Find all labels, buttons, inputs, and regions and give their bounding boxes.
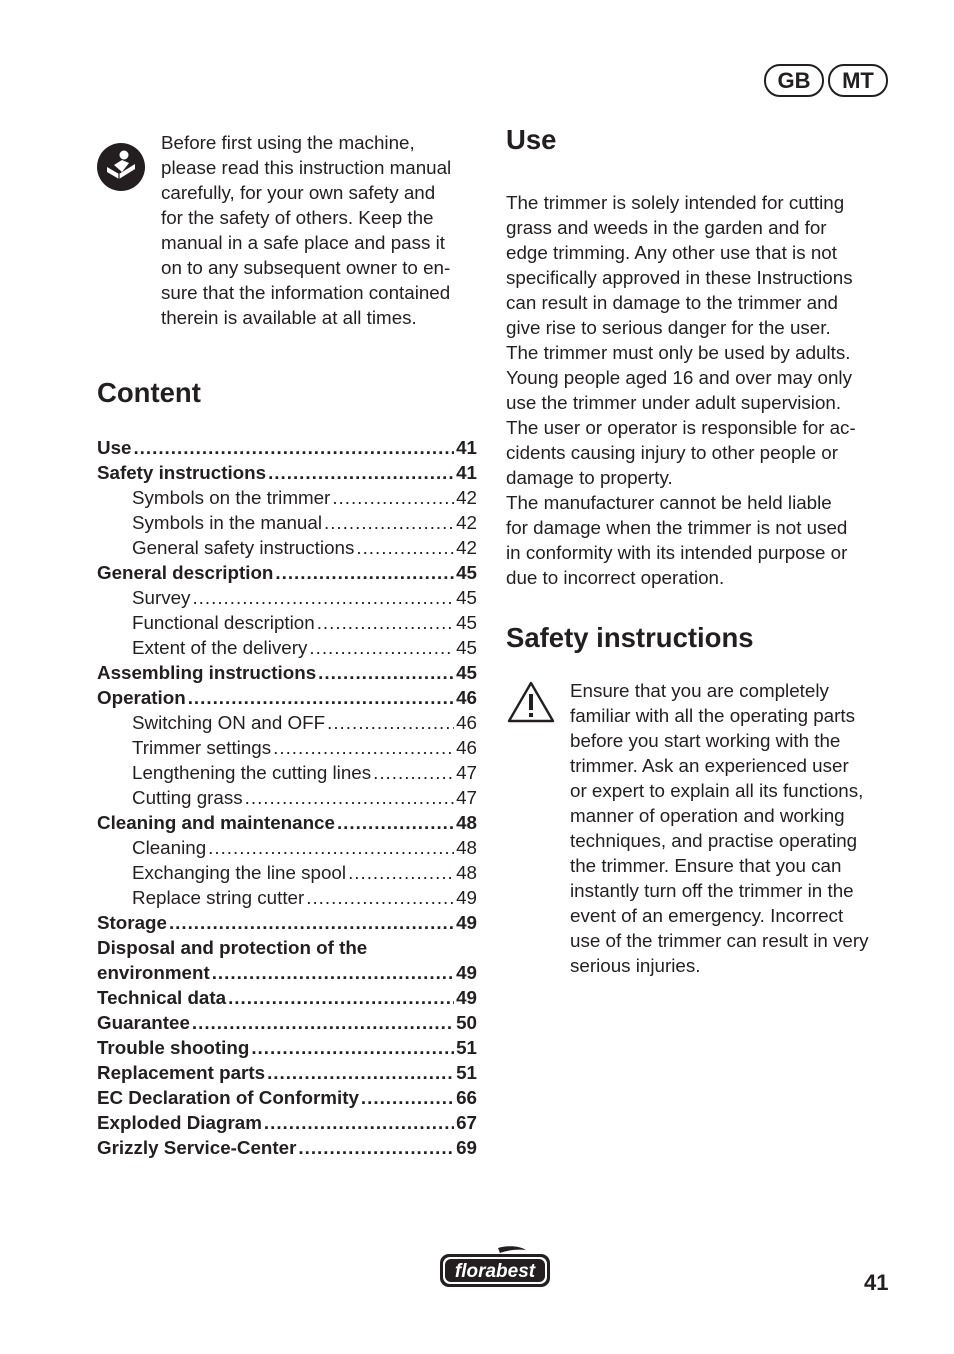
toc-entry xyxy=(97,985,477,1010)
text-line: for the safety of others. Keep the xyxy=(161,207,434,228)
text-line: techniques, and practise operating xyxy=(570,830,858,851)
text-line: or expert to explain all its functions, xyxy=(570,780,864,801)
toc-entry-label: Symbols on the trimmer xyxy=(132,487,331,508)
text-line: damage to property. xyxy=(506,467,673,488)
toc-entry xyxy=(97,735,477,760)
toc-leader-dots xyxy=(356,535,454,560)
toc-entry-label: Use xyxy=(97,437,132,458)
safety-instructions-heading: Safety instructions xyxy=(506,622,754,653)
toc-entry-page: 45 xyxy=(456,637,477,658)
toc-entry-page: 48 xyxy=(456,837,477,858)
toc-entry-label: Lengthening the cutting lines xyxy=(132,762,372,783)
florabest-logo xyxy=(438,1244,552,1290)
use-text xyxy=(506,190,891,590)
toc-entry xyxy=(97,1035,477,1060)
toc-entry-label: Technical data xyxy=(97,987,227,1008)
text-line: for damage when the trimmer is not used xyxy=(506,517,848,538)
toc-entry-label: Exchanging the line spool xyxy=(132,862,347,883)
toc-entry-label: General safety instructions xyxy=(132,537,355,558)
toc-leader-dots xyxy=(369,935,475,960)
text-line: The manufacturer cannot be held liable xyxy=(506,492,832,513)
toc-entry-page: 46 xyxy=(456,737,477,758)
toc-leader-dots xyxy=(169,910,454,935)
use-heading: Use xyxy=(506,124,557,155)
toc-leader-dots xyxy=(192,585,454,610)
text-line: carefully, for your own safety and xyxy=(161,182,436,203)
text-line: manual in a safe place and pass it xyxy=(161,232,445,253)
text-line: Ensure that you are completely xyxy=(570,680,829,701)
toc-entry xyxy=(97,685,477,710)
toc-leader-dots xyxy=(327,710,454,735)
toc-leader-dots xyxy=(133,435,454,460)
toc-entry-label: Operation xyxy=(97,687,186,708)
toc-entry-page: 42 xyxy=(456,537,477,558)
toc-entry-label: Extent of the delivery xyxy=(132,637,308,658)
text-line: trimmer. Ask an experienced user xyxy=(570,755,849,776)
text-line: sure that the information contained xyxy=(161,282,451,303)
toc-entry-page: 45 xyxy=(456,562,477,583)
toc-leader-dots xyxy=(268,460,454,485)
toc-leader-dots xyxy=(275,560,454,585)
toc-entry xyxy=(97,1010,477,1035)
toc-entry xyxy=(97,435,477,460)
toc-entry-page: 49 xyxy=(456,962,477,983)
text-line: give rise to serious danger for the user. xyxy=(506,317,831,338)
text-line: cidents causing injury to other people or xyxy=(506,442,839,463)
text-line: The user or operator is responsible for ac- xyxy=(506,417,856,438)
toc-leader-dots xyxy=(212,960,454,985)
toc-entry xyxy=(97,1135,477,1160)
toc-leader-dots xyxy=(317,610,454,635)
toc-entry-page: 49 xyxy=(456,912,477,933)
toc-entry-page: 47 xyxy=(456,787,477,808)
toc-entry xyxy=(97,635,477,660)
toc-leader-dots xyxy=(306,885,454,910)
toc-entry-page: 42 xyxy=(456,512,477,533)
text-line: serious injuries. xyxy=(570,955,701,976)
toc-entry xyxy=(97,485,477,510)
toc-entry xyxy=(97,660,477,685)
toc-entry-page: 47 xyxy=(456,762,477,783)
toc-entry xyxy=(97,835,477,860)
toc-leader-dots xyxy=(273,735,454,760)
toc-entry-label: Cleaning xyxy=(132,837,207,858)
toc-entry-page: 42 xyxy=(456,487,477,508)
text-line: the trimmer. Ensure that you can xyxy=(570,855,842,876)
toc-entry xyxy=(97,710,477,735)
text-line: The trimmer must only be used by adults. xyxy=(506,342,851,363)
toc-leader-dots xyxy=(309,635,454,660)
text-line: Young people aged 16 and over may only xyxy=(506,367,852,388)
toc-entry xyxy=(97,510,477,535)
text-line: specifically approved in these Instructions xyxy=(506,267,853,288)
toc-entry-page: 45 xyxy=(456,662,477,683)
toc-entry xyxy=(97,760,477,785)
text-line: use the trimmer under adult supervision. xyxy=(506,392,842,413)
table-of-contents xyxy=(97,435,477,1160)
text-line: grass and weeds in the garden and for xyxy=(506,217,827,238)
text-line: instantly turn off the trimmer in the xyxy=(570,880,854,901)
toc-entry-label: Cutting grass xyxy=(132,787,243,808)
toc-leader-dots xyxy=(348,860,454,885)
toc-entry-label: Symbols in the manual xyxy=(132,512,322,533)
toc-leader-dots xyxy=(332,485,454,510)
toc-entry-page: 41 xyxy=(456,437,477,458)
toc-leader-dots xyxy=(318,660,454,685)
text-line: in conformity with its intended purpose or xyxy=(506,542,848,563)
text-line: manner of operation and working xyxy=(570,805,845,826)
toc-entry-page: 67 xyxy=(456,1112,477,1133)
text-line: please read this instruction manual xyxy=(161,157,452,178)
text-line: use of the trimmer can result in very xyxy=(570,930,869,951)
page-number: 41 xyxy=(864,1270,889,1295)
text-line: Before first using the machine, xyxy=(161,132,415,153)
toc-entry-label: Safety instructions xyxy=(97,462,267,483)
read-manual-icon xyxy=(97,143,145,191)
toc-leader-dots xyxy=(264,1110,454,1135)
toc-entry-page: 69 xyxy=(456,1137,477,1158)
toc-entry-page: 45 xyxy=(456,587,477,608)
toc-entry-label: Grizzly Service-Center xyxy=(97,1137,297,1158)
toc-leader-dots xyxy=(192,1010,454,1035)
language-badge-mt: MT xyxy=(828,64,888,97)
toc-entry-page: 50 xyxy=(456,1012,477,1033)
toc-entry-page: 49 xyxy=(456,887,477,908)
text-line: on to any subsequent owner to en- xyxy=(161,257,451,278)
toc-leader-dots xyxy=(228,985,454,1010)
right-column xyxy=(506,124,891,978)
text-line: due to incorrect operation. xyxy=(506,567,725,588)
read-manual-text xyxy=(161,130,477,330)
toc-entry-label: Guarantee xyxy=(97,1012,190,1033)
brand-logo-text: florabest xyxy=(454,1261,536,1282)
toc-entry-label: Disposal and protection of the xyxy=(97,937,368,958)
toc-entry-page: 41 xyxy=(456,462,477,483)
toc-entry xyxy=(97,1110,477,1135)
left-column xyxy=(97,130,477,1158)
toc-entry-label: General description xyxy=(97,562,274,583)
toc-leader-dots xyxy=(361,1085,454,1110)
toc-entry-label: Switching ON and OFF xyxy=(132,712,326,733)
toc-leader-dots xyxy=(267,1060,454,1085)
warning-icon xyxy=(506,680,556,724)
safety-warning-text xyxy=(570,678,890,978)
language-badges xyxy=(764,64,888,97)
toc-entry-label: Trimmer settings xyxy=(132,737,272,758)
toc-leader-dots xyxy=(337,810,454,835)
toc-entry xyxy=(97,560,477,585)
toc-entry-label: Trouble shooting xyxy=(97,1037,250,1058)
safety-warning xyxy=(506,678,891,978)
toc-entry-label: environment xyxy=(97,962,210,983)
text-line: event of an emergency. Incorrect xyxy=(570,905,844,926)
toc-entry-label: Exploded Diagram xyxy=(97,1112,262,1133)
toc-leader-dots xyxy=(208,835,454,860)
text-line: familiar with all the operating parts xyxy=(570,705,855,726)
toc-entry-label: Functional description xyxy=(132,612,315,633)
text-line: before you start working with the xyxy=(570,730,841,751)
toc-entry xyxy=(97,810,477,835)
read-manual-notice xyxy=(97,130,477,330)
toc-leader-dots xyxy=(298,1135,454,1160)
toc-entry xyxy=(97,460,477,485)
toc-entry-label: Cleaning and maintenance xyxy=(97,812,335,833)
toc-entry xyxy=(97,610,477,635)
toc-entry-page: 46 xyxy=(456,712,477,733)
toc-entry-label: Assembling instructions xyxy=(97,662,317,683)
toc-entry-label: Survey xyxy=(132,587,191,608)
toc-entry xyxy=(97,1060,477,1085)
toc-entry-label: EC Declaration of Conformity xyxy=(97,1087,359,1108)
text-line: edge trimming. Any other use that is not xyxy=(506,242,837,263)
toc-entry-page: 66 xyxy=(456,1087,477,1108)
toc-leader-dots xyxy=(251,1035,454,1060)
toc-entry xyxy=(97,585,477,610)
toc-leader-dots xyxy=(324,510,454,535)
toc-leader-dots xyxy=(188,685,454,710)
toc-entry xyxy=(97,885,477,910)
toc-entry xyxy=(97,910,477,935)
language-badge-gb: GB xyxy=(764,64,824,97)
toc-entry xyxy=(97,935,477,960)
toc-entry-page: 51 xyxy=(456,1037,477,1058)
toc-entry-label: Replace string cutter xyxy=(132,887,305,908)
toc-entry xyxy=(97,535,477,560)
text-line: therein is available at all times. xyxy=(161,307,417,328)
toc-entry-page: 45 xyxy=(456,612,477,633)
toc-entry xyxy=(97,785,477,810)
content-heading: Content xyxy=(97,377,201,408)
toc-leader-dots xyxy=(373,760,454,785)
toc-entry-label: Storage xyxy=(97,912,167,933)
toc-entry-label: Replacement parts xyxy=(97,1062,266,1083)
toc-entry-page: 51 xyxy=(456,1062,477,1083)
toc-entry xyxy=(97,860,477,885)
toc-entry-page: 48 xyxy=(456,812,477,833)
toc-entry-page: 46 xyxy=(456,687,477,708)
toc-entry xyxy=(97,960,477,985)
toc-entry xyxy=(97,1085,477,1110)
toc-entry-page: 49 xyxy=(456,987,477,1008)
text-line: The trimmer is solely intended for cutting xyxy=(506,192,845,213)
toc-entry-page: 48 xyxy=(456,862,477,883)
text-line: can result in damage to the trimmer and xyxy=(506,292,838,313)
toc-leader-dots xyxy=(245,785,454,810)
